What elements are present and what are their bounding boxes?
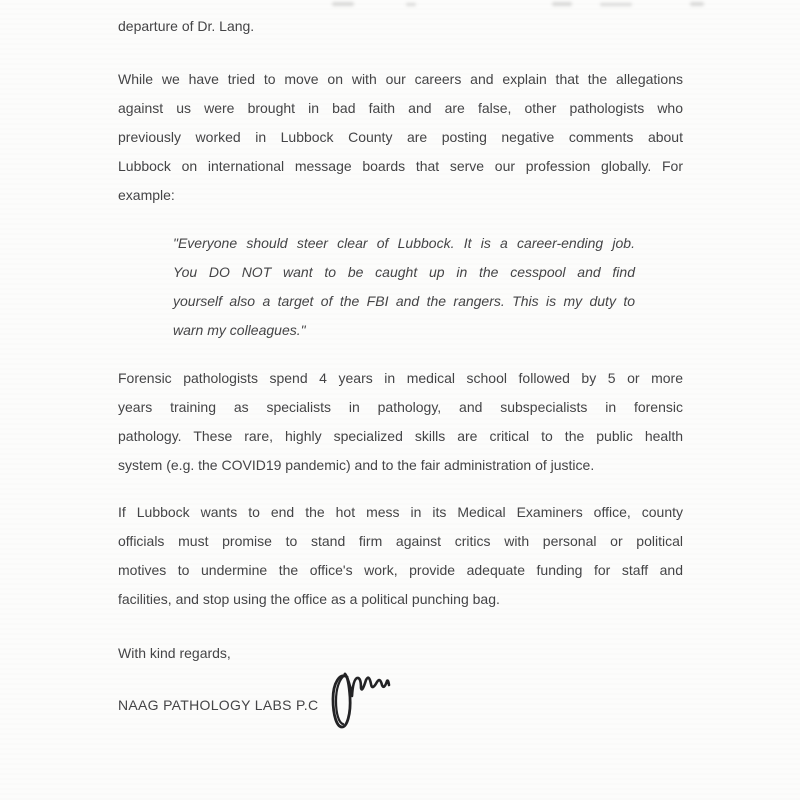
text-line: officials must promise to stand firm against critics with personal or political [118, 533, 683, 549]
text-line: against us were brought in bad faith and are false, other pathologists who [118, 100, 683, 116]
paragraph-forensic-training [118, 364, 683, 480]
handwritten-signature-icon [325, 660, 400, 735]
text-line: Lubbock on international message boards that serve our profession globally. For [118, 158, 683, 174]
scan-smudge [332, 2, 354, 6]
quote-line: "Everyone should steer clear of Lubbock. It is a career-ending job. [173, 235, 635, 251]
text-line: example: [118, 187, 175, 203]
quote-block-message-board [173, 229, 635, 345]
paragraph-fragment-dr-lang: departure of Dr. Lang. [118, 18, 255, 34]
closing-salutation: With kind regards, [118, 645, 231, 661]
paragraph-allegations [118, 65, 683, 210]
scan-smudge [690, 2, 704, 6]
text-line: motives to undermine the office's work, provide adequate funding for staff and [118, 562, 683, 578]
quote-line: warn my colleagues." [173, 322, 306, 338]
text-line: While we have tried to move on with our careers and explain that the allegations [118, 71, 683, 87]
scan-smudge [600, 3, 632, 6]
text-line: years training as specialists in pathology, and subspecialists in forensic [118, 399, 683, 415]
text-line: pathology. These rare, highly specialized skills are critical to the public health [118, 428, 683, 444]
scan-smudge [552, 2, 572, 6]
quote-line: yourself also a target of the FBI and the rangers. This is my duty to [173, 293, 635, 309]
text-line: Forensic pathologists spend 4 years in medical school followed by 5 or more [118, 370, 683, 386]
text-line: facilities, and stop using the office as a political punching bag. [118, 591, 500, 607]
text-line: system (e.g. the COVID19 pandemic) and to the fair administration of justice. [118, 457, 595, 473]
text-line: If Lubbock wants to end the hot mess in its Medical Examiners office, county [118, 504, 683, 520]
quote-line: You DO NOT want to be caught up in the cesspool and find [173, 264, 635, 280]
signature-organization: NAAG PATHOLOGY LABS P.C [118, 697, 319, 713]
paragraph-lubbock-advice [118, 498, 683, 614]
text-line: previously worked in Lubbock County are posting negative comments about [118, 129, 683, 145]
scan-smudge [406, 3, 416, 6]
